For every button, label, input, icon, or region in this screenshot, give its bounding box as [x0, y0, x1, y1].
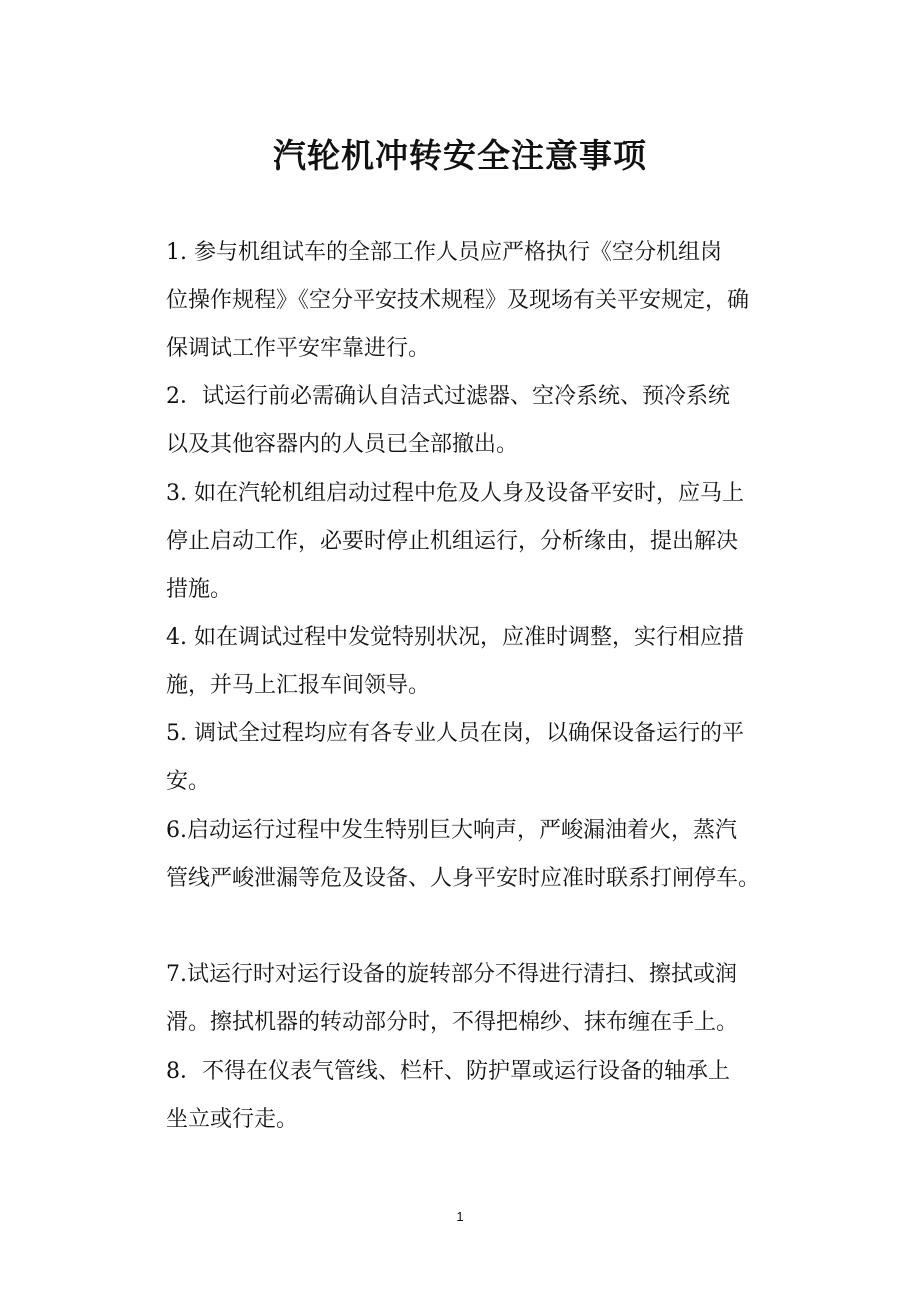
item-6-line-1: 6.启动运行过程中发生特别巨大响声，严峻漏油着火，蒸汽 [166, 818, 737, 843]
item-3-line-2: 停止启动工作，必要时停止机组运行，分析缘由，提出解决 [166, 529, 739, 554]
item-1-line-3: 保调试工作平安牢靠进行。 [166, 336, 431, 361]
item-5-line-1: 5. 调试全过程均应有各专业人员在岗，以确保设备运行的平 [166, 721, 744, 746]
document-title: 汽轮机冲转安全注意事项 [273, 136, 647, 175]
item-2-line-2: 以及其他容器内的人员已全部撤出。 [166, 432, 519, 457]
item-4-line-1: 4. 如在调试过程中发觉特别状况，应准时调整，实行相应措 [166, 625, 744, 650]
item-7-line-2: 滑。擦拭机器的转动部分时，不得把棉纱、抹布缠在手上。 [166, 1010, 739, 1035]
item-8-line-1: 8．不得在仪表气管线、栏杆、防护罩或运行设备的轴承上 [166, 1059, 730, 1084]
item-1-line-2: 位操作规程》《空分平安技术规程》及现场有关平安规定，确 [166, 288, 750, 313]
item-5-line-2: 安。 [166, 769, 211, 794]
item-4-line-2: 施，并马上汇报车间领导。 [166, 673, 431, 698]
item-1-line-1: 1. 参与机组试车的全部工作人员应严格执行《空分机组岗 [166, 240, 722, 265]
item-3-line-1: 3. 如在汽轮机组启动过程中危及人身及设备平安时，应马上 [166, 481, 744, 506]
page-number: 1 [456, 1209, 464, 1224]
item-2-line-1: 2．试运行前必需确认自洁式过滤器、空冷系统、预冷系统 [166, 384, 730, 409]
item-3-line-3: 措施。 [166, 577, 233, 602]
item-8-line-2: 坐立或行走。 [166, 1107, 299, 1132]
item-7-line-1: 7.试运行时对运行设备的旋转部分不得进行清扫、擦拭或润 [166, 962, 737, 987]
item-6-line-2: 管线严峻泄漏等危及设备、人身平安时应准时联系打闸停车。 [166, 866, 761, 891]
